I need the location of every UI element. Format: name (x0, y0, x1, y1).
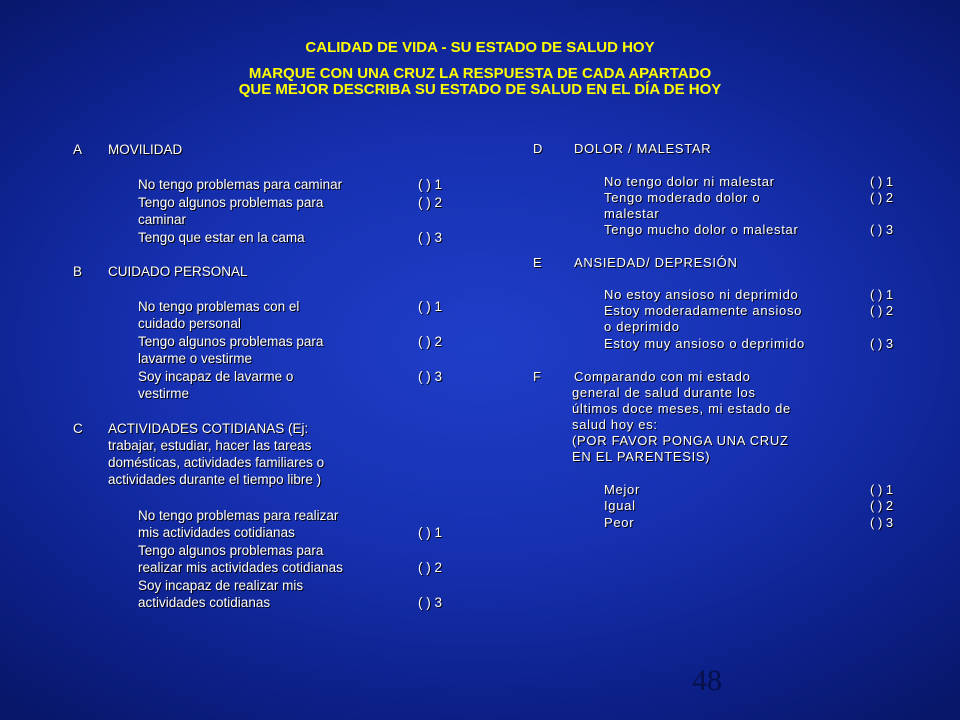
option-label-e1: No estoy ansioso ni deprimido (604, 287, 799, 302)
instruction-line: QUE MEJOR DESCRIBA SU ESTADO DE SALUD EN EL DÍA DE HOY (238, 81, 722, 98)
checkbox-a2[interactable]: ( ) 2 (418, 195, 443, 210)
checkbox-f2[interactable]: ( ) 2 (870, 498, 894, 513)
section-letter-a: A (73, 142, 83, 157)
section-heading-anxiety: ANSIEDAD/ DEPRESIÓN (574, 255, 738, 270)
checkbox-e3[interactable]: ( ) 3 (870, 336, 894, 351)
checkbox-e2[interactable]: ( ) 2 (870, 303, 894, 318)
option-label-c3: Soy incapaz de realizar mis actividades cotidianas (138, 578, 304, 610)
option-label-e2: Estoy moderadamente ansioso o deprimido (604, 303, 803, 334)
checkbox-a3[interactable]: ( ) 3 (418, 230, 443, 245)
option-label-d1: No tengo dolor ni malestar (604, 174, 775, 189)
checkbox-b1[interactable]: ( ) 1 (418, 299, 443, 314)
section-letter-f: F (533, 369, 542, 384)
option-label-f3: Peor (604, 515, 635, 530)
checkbox-c2[interactable]: ( ) 2 (418, 560, 443, 575)
option-label-a3: Tengo que estar en la cama (138, 230, 305, 245)
page-number: 48 (692, 664, 722, 697)
option-label-c2: Tengo algunos problemas para realizar mis actividades cotidianas (138, 543, 343, 575)
option-label-b2: Tengo algunos problemas para lavarme o vestirme (138, 334, 324, 366)
section-letter-d: D (533, 141, 544, 156)
section-heading-self-care: CUIDADO PERSONAL (108, 264, 248, 279)
section-heading-comparison: Comparando con mi estado (574, 369, 751, 384)
checkbox-d2[interactable]: ( ) 2 (870, 190, 894, 205)
option-label-f1: Mejor (604, 482, 641, 497)
checkbox-c3[interactable]: ( ) 3 (418, 595, 443, 610)
checkbox-d3[interactable]: ( ) 3 (870, 222, 894, 237)
checkbox-f3[interactable]: ( ) 3 (870, 515, 894, 530)
checkbox-c1[interactable]: ( ) 1 (418, 525, 443, 540)
option-label-c1: No tengo problemas para realizar mis actividades cotidianas (138, 508, 339, 540)
instruction-line: MARQUE CON UNA CRUZ LA RESPUESTA DE CADA APARTADO (248, 65, 712, 82)
option-label-a1: No tengo problemas para caminar (138, 177, 343, 192)
checkbox-b2[interactable]: ( ) 2 (418, 334, 443, 349)
section-heading-comparison-continued: general de salud durante los últimos doce meses, mi estado de salud hoy es: (POR FAVOR PONGA UNA CRUZ EN EL PARENTESIS) (572, 385, 791, 464)
instruction-text (0, 66, 960, 98)
checkbox-b3[interactable]: ( ) 3 (418, 369, 443, 384)
option-label-e3: Estoy muy ansioso o deprimido (604, 336, 805, 351)
section-heading-mobility: MOVILIDAD (108, 142, 183, 157)
checkbox-e1[interactable]: ( ) 1 (870, 287, 894, 302)
page-title: CALIDAD DE VIDA - SU ESTADO DE SALUD HOY (305, 39, 655, 56)
checkbox-d1[interactable]: ( ) 1 (870, 174, 894, 189)
option-label-f2: Igual (604, 498, 636, 513)
option-label-b1: No tengo problemas con el cuidado personal (138, 299, 300, 331)
checkbox-a1[interactable]: ( ) 1 (418, 177, 443, 192)
option-label-b3: Soy incapaz de lavarme o vestirme (138, 369, 294, 401)
section-letter-c: C (73, 421, 83, 436)
option-label-d3: Tengo mucho dolor o malestar (604, 222, 799, 237)
checkbox-f1[interactable]: ( ) 1 (870, 482, 894, 497)
section-heading-pain: DOLOR / MALESTAR (574, 141, 712, 156)
option-label-d2: Tengo moderado dolor o malestar (604, 190, 761, 221)
section-heading-usual-activities: ACTIVIDADES COTIDIANAS (Ej: trabajar, estudiar, hacer las tareas domésticas, actividades familiares o actividades durante el tiempo libre ) (108, 421, 325, 487)
section-letter-b: B (73, 264, 83, 279)
option-label-a2: Tengo algunos problemas para caminar (138, 195, 324, 227)
section-letter-e: E (533, 255, 543, 270)
